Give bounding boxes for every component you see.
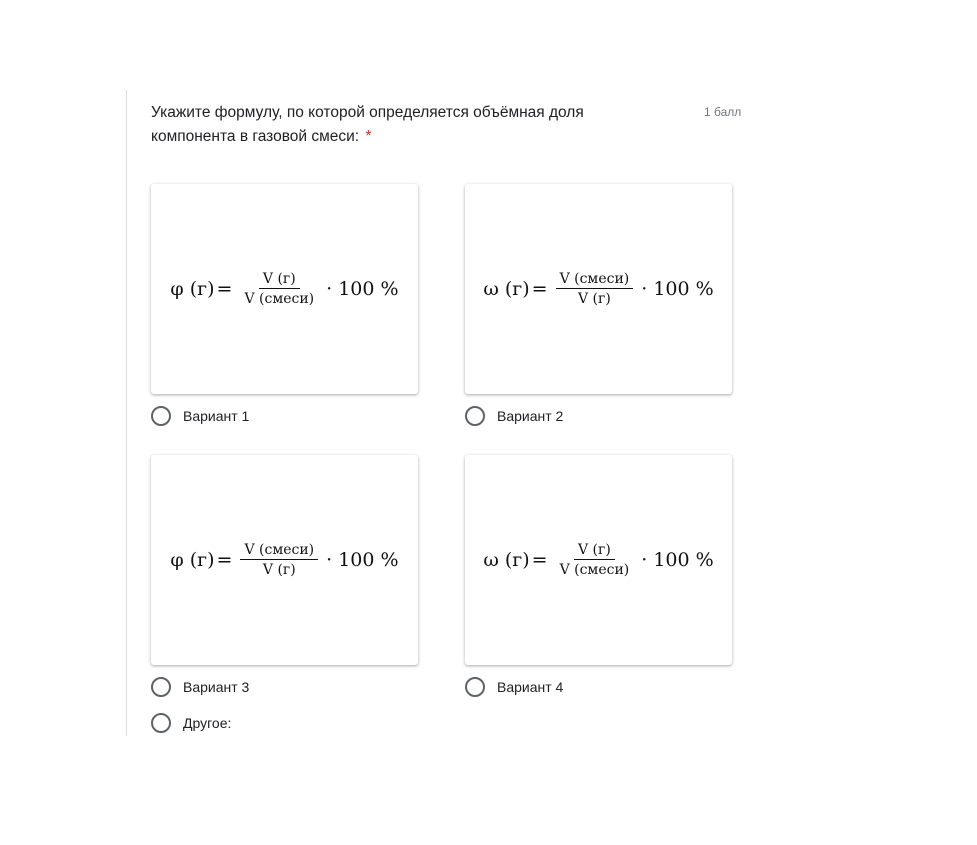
formula-3-tail: · 100 %: [326, 549, 399, 571]
formula-3-fraction: [240, 542, 318, 578]
option-other: [151, 713, 231, 733]
option-1: [151, 184, 418, 426]
option-other-choice[interactable]: [151, 713, 231, 733]
formula-2-tail: · 100 %: [641, 278, 714, 300]
option-3-image: [151, 455, 418, 665]
formula-4-equals: =: [531, 549, 548, 571]
formula-2-lhs: ω (г): [483, 278, 530, 300]
option-2-image: [465, 184, 732, 394]
option-1-image: [151, 184, 418, 394]
question-title: [151, 101, 651, 149]
option-1-label[interactable]: Вариант 1: [183, 408, 250, 424]
formula-4: [483, 542, 713, 578]
formula-1-denominator: V (смеси): [244, 291, 315, 307]
formula-3-numerator: V (смеси): [240, 542, 318, 560]
formula-1-tail: · 100 %: [326, 278, 399, 300]
option-2-label[interactable]: Вариант 2: [497, 408, 564, 424]
formula-4-numerator: V (г): [574, 542, 615, 560]
option-4-label[interactable]: Вариант 4: [497, 679, 564, 695]
formula-2-denominator: V (г): [577, 291, 611, 307]
option-1-radio[interactable]: [151, 406, 171, 426]
points-label: 1 балл: [704, 105, 742, 119]
option-3-label[interactable]: Вариант 3: [183, 679, 250, 695]
option-1-choice[interactable]: [151, 406, 418, 426]
formula-3-equals: =: [216, 549, 233, 571]
formula-2-numerator: V (смеси): [556, 271, 634, 289]
question-text: Укажите формулу, по которой определяется объёмная доля компонента в газовой смеси:: [151, 104, 584, 145]
formula-4-denominator: V (смеси): [559, 562, 630, 578]
option-4-choice[interactable]: [465, 677, 732, 697]
formula-2-fraction: [556, 271, 634, 307]
formula-1: [170, 271, 398, 307]
option-3-radio[interactable]: [151, 677, 171, 697]
formula-1-equals: =: [216, 278, 233, 300]
required-asterisk: *: [365, 128, 372, 145]
formula-4-fraction: [556, 542, 634, 578]
formula-2-equals: =: [531, 278, 548, 300]
formula-1-lhs: φ (г): [170, 278, 215, 300]
formula-3-denominator: V (г): [262, 562, 296, 578]
option-3-choice[interactable]: [151, 677, 418, 697]
option-3: [151, 455, 418, 697]
formula-3-lhs: φ (г): [170, 549, 215, 571]
formula-4-lhs: ω (г): [483, 549, 530, 571]
formula-4-tail: · 100 %: [641, 549, 714, 571]
formula-1-fraction: [240, 271, 318, 307]
formula-1-numerator: V (г): [259, 271, 300, 289]
option-2-choice[interactable]: [465, 406, 732, 426]
formula-2: [483, 271, 713, 307]
question-card-edge: [126, 90, 127, 736]
option-4-radio[interactable]: [465, 677, 485, 697]
option-other-label[interactable]: Другое:: [183, 715, 232, 731]
option-4: [465, 455, 732, 697]
option-2-radio[interactable]: [465, 406, 485, 426]
option-other-radio[interactable]: [151, 713, 171, 733]
option-2: [465, 184, 732, 426]
option-4-image: [465, 455, 732, 665]
formula-3: [170, 542, 398, 578]
